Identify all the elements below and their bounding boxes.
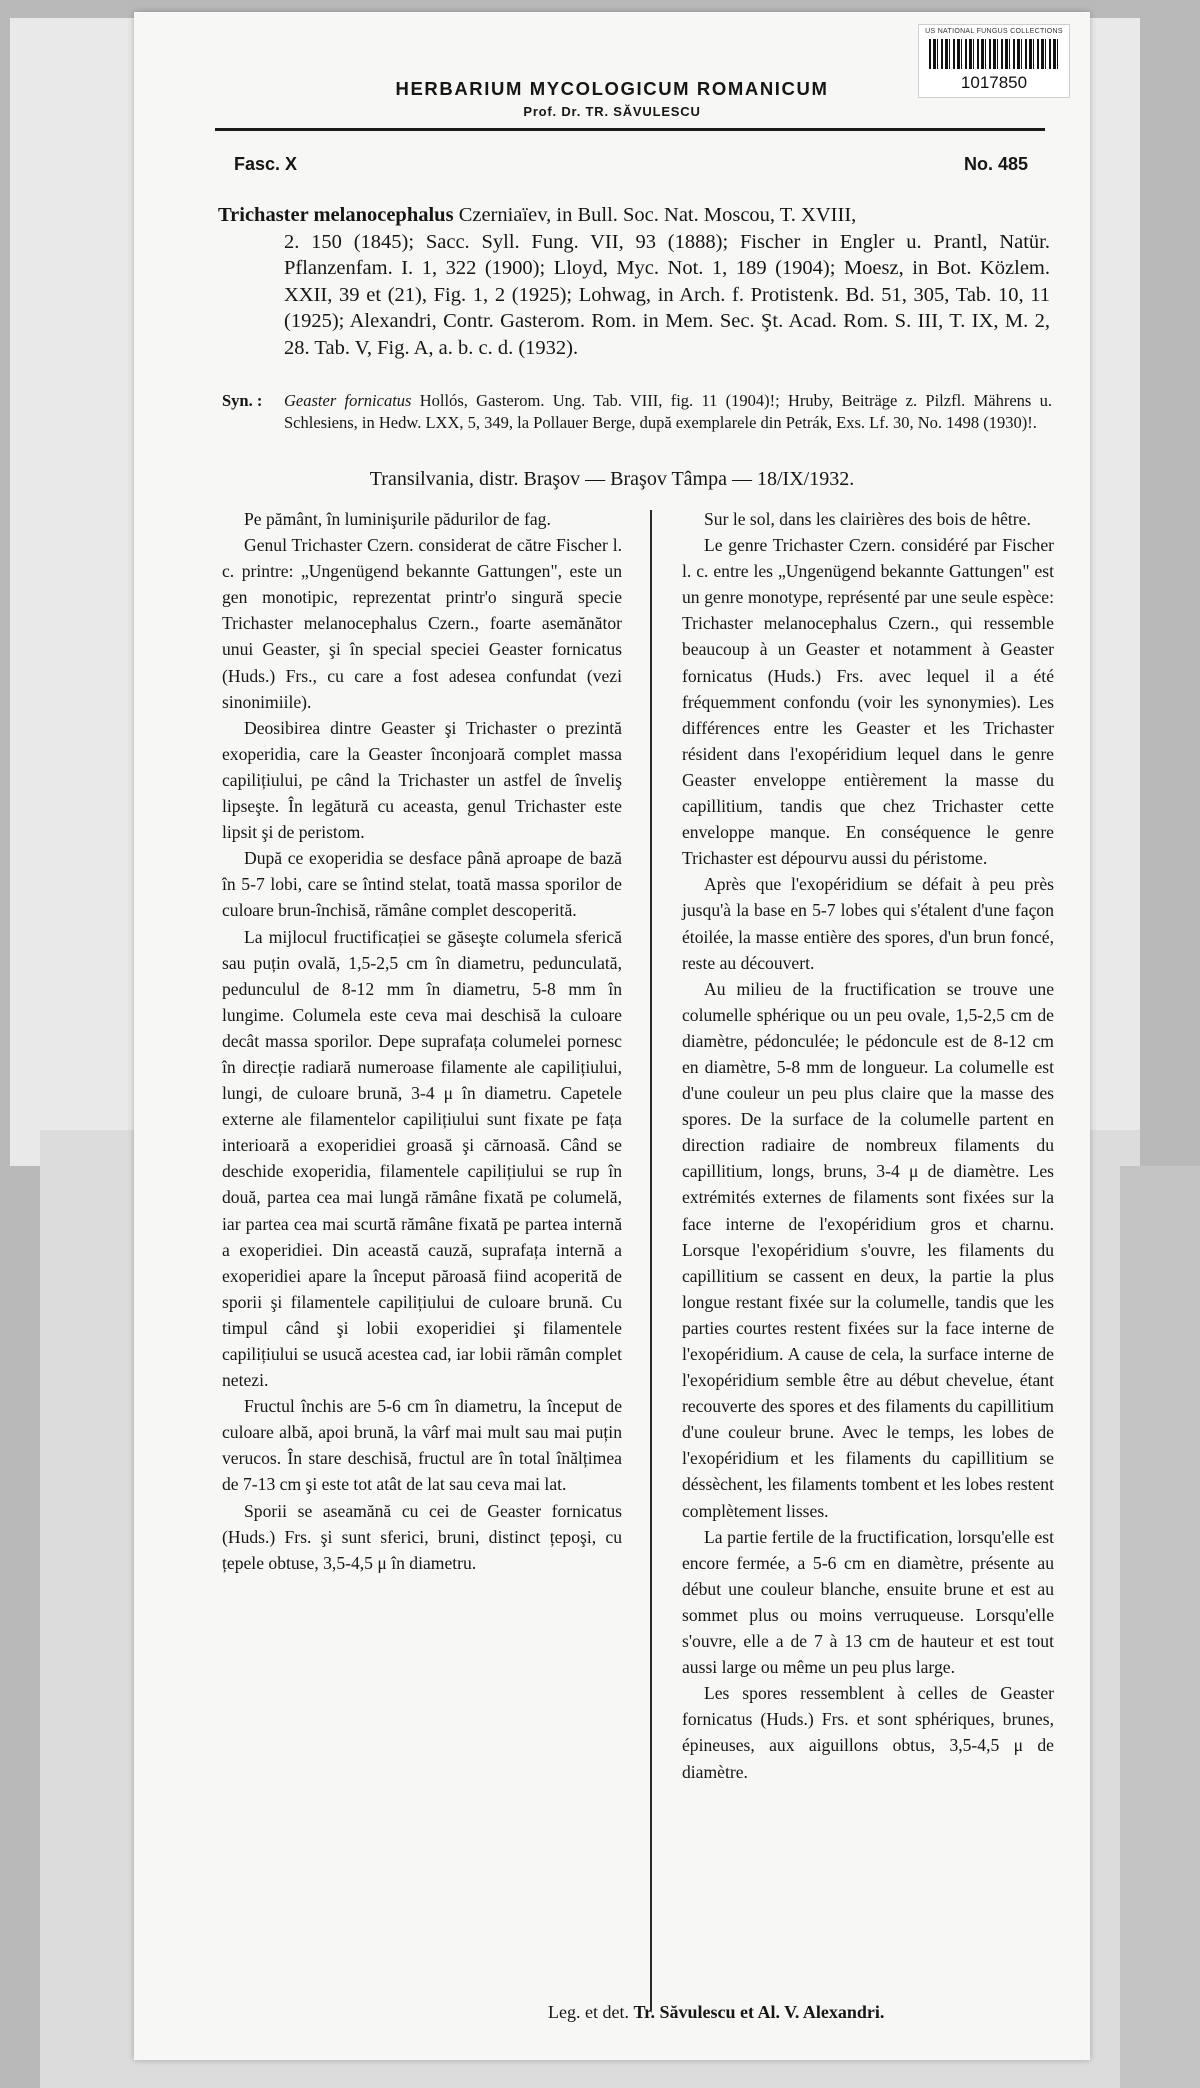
header-divider [215,128,1045,131]
paragraph: La partie fertile de la fructification, lorsqu'elle est encore fermée, a 5-6 cm en diamètre, présente au début une couleur blanche, ensuite brune et est au sommet plus ou moins verruqueuse. Lorsqu'elle s'ouvre, elle a de 7 à 13 cm de hauteur et est tout aussi large ou même un peu plus large. [682,1526,1054,1678]
paragraph: Le genre Trichaster Czern. considéré par Fischer l. c. entre les „Ungenügend bekannte Gattungen" est un genre monotype, représenté par une seule espèce: Trichaster melanocephalus Czern., qui ressemble beaucoup à un Geaster et notamment à Geaster fornicatus (Huds.) Frs. avec lequel il a été fréquemment confondu (voir les synonymies). Les différences entre les Geaster et les Trichaster résident dans l'exopéridium lequel dans le genre Geaster enveloppe entièrement la masse du capillitium, tandis que chez Trichaster cette enveloppe manque. En conséquence le genre Trichaster est dépourvu aussi du péristome. [682,535,1054,869]
species-name: Trichaster melanocephalus [218,204,454,226]
synonym-label: Syn. : [222,391,263,410]
citation-first-line: Czerniaïev, in Bull. Soc. Nat. Moscou, T. XVIII, [458,204,857,226]
synonym-name: Geaster fornicatus [284,391,412,410]
synonym-block [222,390,1052,433]
citation-rest: 2. 150 (1845); Sacc. Syll. Fung. VII, 93 (1888); Fischer in Engler u. Prantl, Natür. Pflanzenfam. I. 1, 322 (1900); Lloyd, Myc. Not. 1, 189 (1904); Moesz, in Bot. Közlem. XXII, 39 et (21), Fig. 1, 2 (1925); Lohwag, in Arch. f. Protistenk. Bd. 51, 305, Tab. 10, 11 (1925); Alexandri, Contr. Gasterom. Rom. in Mem. Sec. Şt. Acad. Rom. S. III, T. IX, M. 2, 28. Tab. V, Fig. A, a. b. c. d. (1932). [284,230,1050,359]
paragraph: Genul Trichaster Czern. considerat de către Fischer l. c. printre: „Ungenügend bekannte Gattungen", este un gen monotipic, reprezentat printr'o singură specie Trichaster melanocephalus Czern., foarte asemănător unui Geaster, şi în special speciei Geaster fornicatus (Huds.) Frs., cu care a fost adesea confundat (vezi sinonimiile). [222,535,622,712]
collector-names: Tr. Săvulescu et Al. V. Alexandri. [633,2002,885,2022]
collection-locality: Transilvania, distr. Braşov — Braşov Tâmpa — 18/IX/1932. [369,468,855,490]
herbarium-title: HERBARIUM MYCOLOGICUM ROMANICUM [395,78,829,99]
barcode-icon [929,39,1059,69]
paragraph: Après que l'exopéridium se défait à peu près jusqu'à la base en 5-7 lobes qui s'étalent d'une façon étoilée, la masse entière des spores, d'un brun foncé, reste au découvert. [682,874,1054,973]
paragraph: Les spores ressemblent à celles de Geaster fornicatus (Huds.) Frs. et sont sphériques, brunes, épineuses, aux aiguillons obtus, 3,5-4,5 μ de diamètre. [682,1683,1054,1782]
french-description [682,506,1054,1785]
paragraph: Pe pământ, în luminişurile pădurilor de fag. [244,509,551,529]
barcode-caption: US NATIONAL FUNGUS COLLECTIONS [925,28,1063,35]
herbarium-subtitle: Prof. Dr. TR. SĂVULESCU [523,104,701,119]
paragraph: La mijlocul fructificației se găseşte columela sferică sau puțin ovală, 1,5-2,5 cm în diametru, pedunculată, pedunculul de 8-12 mm în diametru, 5-8 mm în lungime. Columela este ceva mai deschisă la culoare decât massa sporilor. Depe suprafața columelei pornesc în direcție radiară numeroase filamente ale capilițiului, lungi, de culoare brună, 3-4 μ în diametru. Capetele externe ale filamentelor capilițiului sunt fixate pe fața interioară a exoperidiei groasă şi cărnoasă. Când se deschide exoperidia, filamentele capilițiului se rup în două, partea cea mai lungă rămâne fixată pe columelă, iar partea cea mai scurtă rămâne fixată pe partea internă a exoperidiei. Din această cauză, suprafața internă a exoperidiei apare la început păroasă fiind acoperită de sporii şi filamentele capilițiului de culoare brună. Cu timpul când şi lobii exoperidiei şi filamentele capilițiului se usucă acestea cad, iar lobii rămân complet netezi. [222,926,622,1391]
credit-prefix: Leg. et det. [548,2002,629,2022]
paragraph: Sur le sol, dans les clairières des bois de hêtre. [704,509,1031,529]
column-divider [650,510,652,2010]
fascicle-label: Fasc. X [234,154,298,174]
barcode-number: 1017850 [960,73,1028,92]
romanian-description [222,506,622,1576]
paragraph: Deosibirea dintre Geaster şi Trichaster o prezintă exoperidia, care la Geaster înconjoară complet massa capilițiului, pe când la Trichaster un astfel de înveliş lipseşte. În legătură cu aceasta, genul Trichaster este lipsit şi de peristom. [222,717,622,843]
paragraph: Fructul închis are 5-6 cm în diametru, la început de culoare albă, apoi brună, la vârf mai mult sau mai puțin verucos. În stare deschisă, fructul are în total înălțimea de 7-13 cm şi este tot atât de lat sau ceva mai lat. [222,1396,622,1495]
synonym-text: Hollós, Gasterom. Ung. Tab. VIII, fig. 11 (1904)!; Hruby, Beiträge z. Pilzfl. Mährens u. Schlesiens, in Hedw. LXX, 5, 349, la Pollauer Berge, după exemplarele din Petrák, Exs. Lf. 30, No. 1498 (1930)!. [284,391,1052,432]
species-citation [218,202,1050,362]
background-shade [1120,1166,1200,2088]
paragraph: Au milieu de la fructification se trouve une columelle sphérique ou un peu ovale, 1,5-2,5 cm de diamètre, pédonculée; le pédoncule est de 8-12 cm en diamètre, 5-8 mm de longueur. La columelle est d'une couleur un peu plus claire que la masse des spores. De la surface de la columelle partent en direction radiaire de nombreux filaments du capillitium, longs, bruns, 3-4 μ de diamètre. Les extrémités externes de filaments sont fixées sur la face interne de l'exopéridium gros et charnu. Lorsque l'exopéridium s'ouvre, les filaments du capillitium se cassent en deux, la partie la plus longue restant fixée sur la columelle, tandis que les parties courtes restent fixées sur la face interne de l'exopéridium. A cause de cela, la surface interne de l'exopéridium semble être au début chevelue, étant recouverte des spores et des filaments du capillitium d'une couleur brune. Avec le temps, les lobes de l'exopéridium et les filaments du capillitium se déssèchent, les filaments tombent et les lobes restent complètement lisses. [682,978,1054,1521]
specimen-number: No. 485 [963,154,1028,174]
paragraph: După ce exoperidia se desface până aproape de bază în 5-7 lobi, care se întind stelat, toată massa sporilor de culoare brun-închisă, rămâne complet descoperită. [222,848,622,921]
collector-credit [548,2002,884,2023]
paragraph: Sporii se aseamănă cu cei de Geaster fornicatus (Huds.) Frs. şi sunt sferici, bruni, distinct țepoşi, cu țepele obtuse, 3,5-4,5 μ în diametru. [222,1500,622,1573]
